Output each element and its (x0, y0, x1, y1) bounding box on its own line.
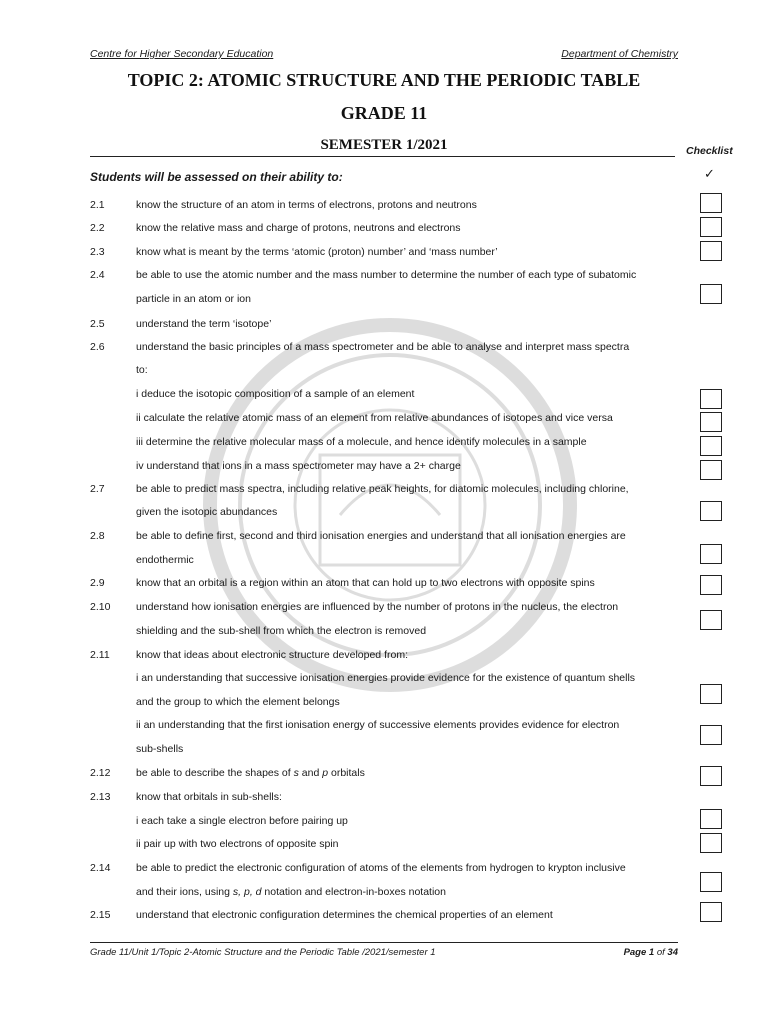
checkbox-2-10[interactable] (700, 610, 722, 630)
item-number: 2.6 (90, 341, 105, 353)
checkmark-icon: ✓ (704, 166, 715, 181)
item-text: understand the term ‘isotope’ (136, 318, 272, 330)
item-text: know the relative mass and charge of protons, neutrons and electrons (136, 222, 461, 234)
item-text: be able to define first, second and third ionisation energies and understand that all ionisation energies are (136, 530, 626, 542)
checkbox-2-6-iv[interactable] (700, 460, 722, 480)
checkbox-2-13-i[interactable] (700, 809, 722, 829)
item-text: understand the basic principles of a mass spectrometer and be able to analyse and interpret mass spectra (136, 341, 630, 353)
item-number: 2.1 (90, 199, 105, 211)
header-institution: Centre for Higher Secondary Education (90, 48, 274, 60)
checkbox-2-9[interactable] (700, 575, 722, 595)
checkbox-2-1[interactable] (700, 193, 722, 213)
footer-page-number: Page 1 of 34 (623, 947, 678, 958)
item-number: 2.7 (90, 483, 105, 495)
checkbox-2-15[interactable] (700, 902, 722, 922)
checklist-heading: Checklist (686, 145, 733, 157)
sub-item-text: ii calculate the relative atomic mass of an element from relative abundances of isotopes and vice versa (136, 412, 613, 424)
checkbox-2-3[interactable] (700, 241, 722, 261)
item-text: be able to predict the electronic configuration of atoms of the elements from hydrogen to krypton inclusive (136, 862, 626, 874)
item-number: 2.14 (90, 862, 111, 874)
item-text: be able to predict mass spectra, including relative peak heights, for diatomic molecules, including chlorine, (136, 483, 629, 495)
footer-course: Grade 11/Unit 1/Topic 2-Atomic Structure and the Periodic Table /2021/semester 1 (90, 947, 436, 958)
sub-item-text: iv understand that ions in a mass spectrometer may have a 2+ charge (136, 460, 461, 472)
item-text: understand how ionisation energies are influenced by the number of protons in the nucleus, the electron (136, 601, 619, 613)
header-department: Department of Chemistry (561, 48, 678, 60)
item-text-continued: particle in an atom or ion (136, 293, 251, 305)
sub-item-text: iii determine the relative molecular mass of a molecule, and hence identify molecules in a sample (136, 436, 587, 448)
item-number: 2.2 (90, 222, 105, 234)
item-number: 2.15 (90, 909, 111, 921)
item-text: know that orbitals in sub-shells: (136, 791, 282, 803)
footer-rule (90, 942, 678, 943)
item-text-continued: shielding and the sub-shell from which the electron is removed (136, 625, 427, 637)
sub-item-text-continued: and the group to which the element belongs (136, 696, 340, 708)
checkbox-2-11-i[interactable] (700, 684, 722, 704)
sub-item-text-continued: sub-shells (136, 743, 184, 755)
checkbox-2-8[interactable] (700, 544, 722, 564)
item-text: know that an orbital is a region within an atom that can hold up to two electrons with opposite spins (136, 577, 595, 589)
item-number: 2.10 (90, 601, 111, 613)
item-number: 2.13 (90, 791, 111, 803)
checkbox-2-6-iii[interactable] (700, 436, 722, 456)
item-number: 2.9 (90, 577, 105, 589)
sub-item-text: i deduce the isotopic composition of a sample of an element (136, 388, 415, 400)
checkbox-2-7[interactable] (700, 501, 722, 521)
sub-item-text: i an understanding that successive ionisation energies provide evidence for the existence of quantum shells (136, 672, 636, 684)
item-text-continued: to: (136, 364, 148, 376)
item-text: know what is meant by the terms ‘atomic (proton) number’ and ‘mass number’ (136, 246, 498, 258)
semester-title: SEMESTER 1/2021 (320, 137, 448, 153)
item-text: be able to describe the shapes of s and p orbitals (136, 767, 365, 779)
item-text: know the structure of an atom in terms of electrons, protons and neutrons (136, 199, 477, 211)
checkbox-2-14[interactable] (700, 872, 722, 892)
item-text-continued: and their ions, using s, p, d notation and electron-in-boxes notation (136, 886, 446, 898)
item-text-continued: endothermic (136, 554, 194, 566)
grade-title: GRADE 11 (340, 103, 428, 123)
watermark-seal (200, 315, 580, 695)
item-text: be able to use the atomic number and the mass number to determine the number of each type of subatomic (136, 269, 637, 281)
checkbox-2-2[interactable] (700, 217, 722, 237)
checkbox-2-6-ii[interactable] (700, 412, 722, 432)
checkbox-2-4[interactable] (700, 284, 722, 304)
item-text: know that ideas about electronic structure developed from: (136, 649, 408, 661)
item-text: understand that electronic configuration determines the chemical properties of an element (136, 909, 553, 921)
page-title: TOPIC 2: ATOMIC STRUCTURE AND THE PERIODIC TABLE (127, 70, 641, 90)
sub-item-text: ii pair up with two electrons of opposite spin (136, 838, 339, 850)
title-rule (90, 156, 675, 157)
item-number: 2.12 (90, 767, 111, 779)
sub-item-text: i each take a single electron before pairing up (136, 815, 348, 827)
item-number: 2.4 (90, 269, 105, 281)
checkbox-2-6-i[interactable] (700, 389, 722, 409)
checkbox-2-11-ii[interactable] (700, 725, 722, 745)
item-number: 2.3 (90, 246, 105, 258)
item-text-continued: given the isotopic abundances (136, 506, 278, 518)
item-number: 2.5 (90, 318, 105, 330)
checkbox-2-12[interactable] (700, 766, 722, 786)
item-number: 2.8 (90, 530, 105, 542)
checkbox-2-13-ii[interactable] (700, 833, 722, 853)
assessment-subheading: Students will be assessed on their ability to: (90, 170, 343, 184)
item-number: 2.11 (90, 649, 110, 661)
sub-item-text: ii an understanding that the first ionisation energy of successive elements provides evidence for electron (136, 719, 620, 731)
